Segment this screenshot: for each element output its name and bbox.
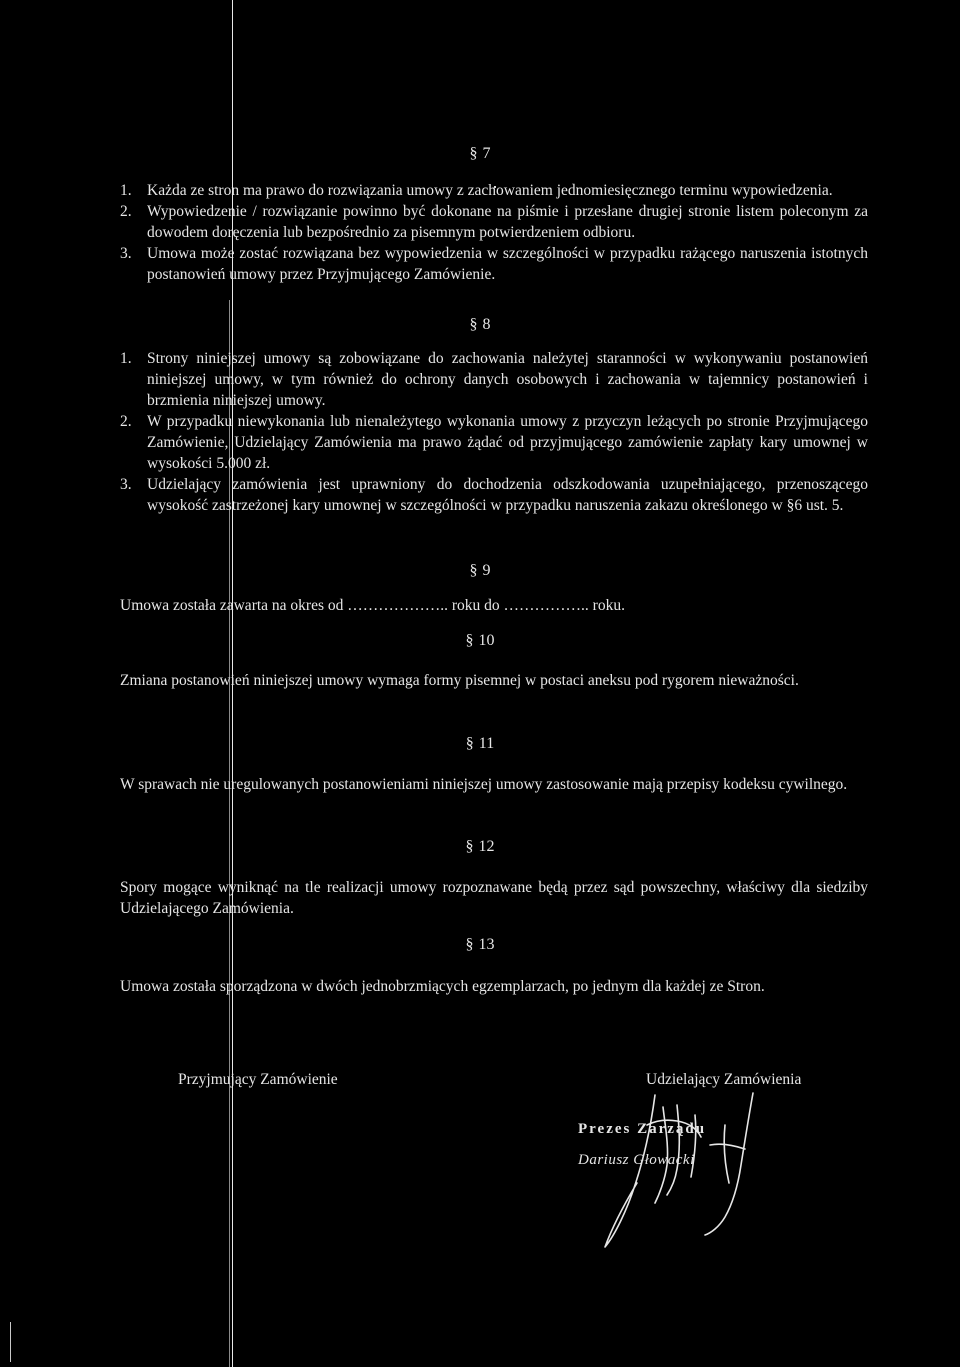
section-11-text: W sprawach nie uregulowanych postanowieniami niniejszej umowy zastosowanie mają przepisy kodeksu cywilnego. — [120, 776, 848, 793]
list-item: 1. Strony niniejszej umowy są zobowiązane do zachowania należytej staranności w wykonywaniu postanowień niniejszej umowy, w tym również do ochrony danych osobowych i zachowania w tajemnicy postanowień i brzmienia niniejszej umowy. — [120, 350, 868, 409]
scan-edge-mark — [10, 1322, 11, 1362]
section-heading-8: § 8 — [469, 316, 491, 333]
section-heading-13: § 13 — [465, 936, 495, 953]
handwritten-signature — [585, 1085, 785, 1255]
section-heading-11: § 11 — [465, 735, 495, 752]
list-item: 2. Wypowiedzenie / rozwiązanie powinno być dokonane na piśmie i przesłane drugiej stronie listem poleconym za dowodem doręczenia lub bezpośrednio za pisemnym potwierdzeniem odbioru. — [120, 203, 868, 241]
stamp-title: Prezes Zarządu — [578, 1121, 707, 1137]
list-item: 1. Każda ze stron ma prawo do rozwiązania umowy z zachowaniem jednomiesięcznego terminu wypowiedzenia. — [120, 182, 833, 199]
section-12-text: Spory mogące wyniknąć na tle realizacji umowy rozpoznawane będą przez sąd powszechny, właściwy dla siedziby Udzielającego Zamówienia. — [120, 879, 868, 917]
signature-label-contractor: Przyjmujący Zamówienie — [178, 1071, 338, 1088]
list-item: 2. W przypadku niewykonania lub nienależytego wykonania umowy z przyczyn leżących po stronie Przyjmującego Zamówienie, Udzielający Zamówienia ma prawo żądać od przyjmującego zamówienie zapłaty kary umownej w wysokości 5.000 zł. — [120, 413, 868, 472]
section-heading-12: § 12 — [465, 838, 495, 855]
list-item: 3. Umowa może zostać rozwiązana bez wypowiedzenia w szczególności w przypadku rażącego naruszenia istotnych postanowień umowy przez Przyjmującego Zamówienie. — [120, 245, 868, 283]
section-7-list — [120, 180, 868, 285]
section-10-text: Zmiana postanowień niniejszej umowy wymaga formy pisemnej w postaci aneksu pod rygorem nieważności. — [120, 672, 799, 689]
section-heading-10: § 10 — [465, 632, 495, 649]
section-8-list — [120, 348, 868, 516]
list-item: 3. Udzielający zamówienia jest uprawniony do dochodzenia odszkodowania uzupełniającego, przenoszącego wysokość zastrzeżonej kary umownej w szczególności w przypadku naruszenia zakazu określonego w §6 ust. 5. — [120, 476, 868, 514]
section-9-text: Umowa została zawarta na okres od ……………….. roku do …………….. roku. — [120, 597, 625, 614]
section-13-text: Umowa została sporządzona w dwóch jednobrzmiących egzemplarzach, po jednym dla każdej ze Stron. — [120, 978, 765, 995]
section-heading-9: § 9 — [469, 562, 491, 579]
signature-label-ordering-party: Udzielający Zamówienia — [646, 1071, 802, 1088]
section-heading-7: § 7 — [469, 145, 491, 162]
stamp-name: Dariusz Głowacki — [578, 1152, 695, 1168]
